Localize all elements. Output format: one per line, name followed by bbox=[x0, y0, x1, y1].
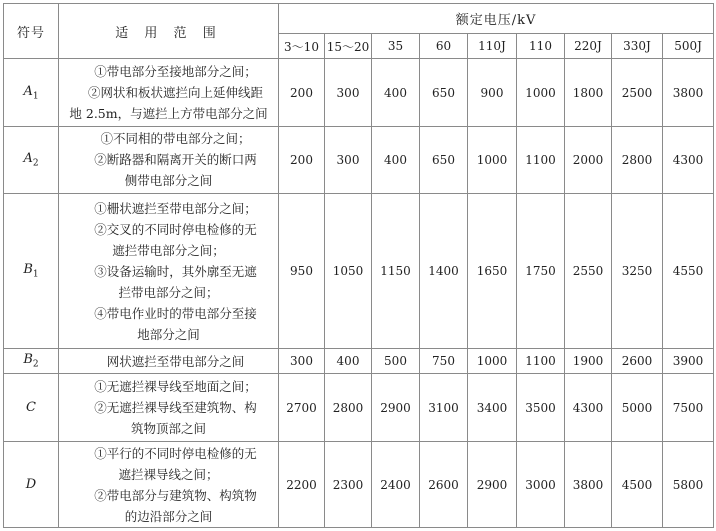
value-cell: 650 bbox=[420, 126, 468, 193]
value-cell: 200 bbox=[279, 59, 325, 126]
row-range bbox=[59, 374, 279, 442]
header-voltage-0: 3～10 bbox=[279, 34, 325, 59]
value-cell: 4300 bbox=[663, 126, 714, 193]
header-voltage-4: 110J bbox=[468, 34, 517, 59]
row-symbol: D bbox=[4, 442, 59, 528]
header-voltage-6: 220J bbox=[565, 34, 612, 59]
value-cell: 3400 bbox=[468, 374, 517, 442]
value-cell: 4300 bbox=[565, 374, 612, 442]
range-line: ①平行的不同时停电检修的无 bbox=[94, 445, 257, 461]
range-line: ④带电作业时的带电部分至接 bbox=[94, 305, 257, 321]
value-cell: 300 bbox=[279, 348, 325, 373]
table-row bbox=[4, 348, 714, 373]
value-cell: 500 bbox=[372, 348, 420, 373]
range-line: 侧带电部分之间 bbox=[124, 173, 213, 189]
value-cell: 1150 bbox=[372, 194, 420, 349]
range-line: ②无遮拦裸导线至建筑物、构 bbox=[94, 400, 257, 416]
range-line: ②带电部分与建筑物、构筑物 bbox=[94, 487, 257, 503]
clearance-table bbox=[3, 3, 714, 528]
range-line: ①无遮拦裸导线至地面之间； bbox=[94, 379, 257, 395]
value-cell: 650 bbox=[420, 59, 468, 126]
value-cell: 3800 bbox=[663, 59, 714, 126]
range-line: 网状遮拦至带电部分之间 bbox=[106, 353, 245, 369]
value-cell: 1650 bbox=[468, 194, 517, 349]
range-line: ①不同相的带电部分之间； bbox=[100, 131, 251, 147]
value-cell: 2400 bbox=[372, 442, 420, 528]
value-cell: 3500 bbox=[517, 374, 565, 442]
value-cell: 400 bbox=[372, 126, 420, 193]
value-cell: 2000 bbox=[565, 126, 612, 193]
range-line: 筑物顶部之间 bbox=[130, 421, 206, 437]
row-symbol: $B_2$ bbox=[4, 348, 59, 373]
range-line: ②断路器和隔离开关的断口两 bbox=[94, 152, 257, 168]
value-cell: 2900 bbox=[468, 442, 517, 528]
header-row-top bbox=[4, 4, 714, 34]
value-cell: 1100 bbox=[517, 348, 565, 373]
value-cell: 300 bbox=[325, 59, 372, 126]
header-symbol: 符号 bbox=[4, 4, 59, 59]
value-cell: 1000 bbox=[468, 348, 517, 373]
value-cell: 2600 bbox=[612, 348, 663, 373]
table-row bbox=[4, 442, 714, 528]
value-cell: 900 bbox=[468, 59, 517, 126]
value-cell: 1100 bbox=[517, 126, 565, 193]
range-line: ①栅状遮拦至带电部分之间； bbox=[94, 200, 257, 216]
value-cell: 2800 bbox=[325, 374, 372, 442]
value-cell: 1000 bbox=[517, 59, 565, 126]
value-cell: 2700 bbox=[279, 374, 325, 442]
value-cell: 1800 bbox=[565, 59, 612, 126]
value-cell: 4500 bbox=[612, 442, 663, 528]
value-cell: 5800 bbox=[663, 442, 714, 528]
range-line: 遮拦裸导线之间； bbox=[118, 466, 219, 482]
range-line: ③设备运输时，其外廓至无遮 bbox=[94, 263, 257, 279]
range-line: 的边沿部分之间 bbox=[124, 508, 213, 524]
range-line: 拦带电部分之间； bbox=[118, 284, 219, 300]
value-cell: 400 bbox=[372, 59, 420, 126]
value-cell: 300 bbox=[325, 126, 372, 193]
header-voltage-group: 额定电压/kV bbox=[279, 4, 714, 34]
value-cell: 2200 bbox=[279, 442, 325, 528]
value-cell: 1050 bbox=[325, 194, 372, 349]
value-cell: 5000 bbox=[612, 374, 663, 442]
row-range bbox=[59, 194, 279, 349]
row-symbol: C bbox=[4, 374, 59, 442]
value-cell: 1900 bbox=[565, 348, 612, 373]
row-symbol: $B_1$ bbox=[4, 194, 59, 349]
range-line: 地 2.5m，与遮拦上方带电部分之间 bbox=[69, 106, 268, 121]
value-cell: 400 bbox=[325, 348, 372, 373]
value-cell: 3000 bbox=[517, 442, 565, 528]
row-range bbox=[59, 442, 279, 528]
value-cell: 4550 bbox=[663, 194, 714, 349]
value-cell: 950 bbox=[279, 194, 325, 349]
value-cell: 3250 bbox=[612, 194, 663, 349]
value-cell: 3800 bbox=[565, 442, 612, 528]
header-voltage-3: 60 bbox=[420, 34, 468, 59]
value-cell: 200 bbox=[279, 126, 325, 193]
value-cell: 2800 bbox=[612, 126, 663, 193]
value-cell: 1750 bbox=[517, 194, 565, 349]
value-cell: 3100 bbox=[420, 374, 468, 442]
value-cell: 7500 bbox=[663, 374, 714, 442]
table-row bbox=[4, 59, 714, 126]
range-line: 遮拦带电部分之间； bbox=[112, 242, 225, 258]
header-voltage-1: 15～20 bbox=[325, 34, 372, 59]
value-cell: 1000 bbox=[468, 126, 517, 193]
header-range: 适 用 范 围 bbox=[59, 4, 279, 59]
header-voltage-8: 500J bbox=[663, 34, 714, 59]
header-voltage-7: 330J bbox=[612, 34, 663, 59]
table-row bbox=[4, 126, 714, 193]
row-range bbox=[59, 59, 279, 126]
table-row bbox=[4, 194, 714, 349]
range-line: ①带电部分至接地部分之间； bbox=[94, 64, 257, 79]
value-cell: 2900 bbox=[372, 374, 420, 442]
range-line: ②交叉的不同时停电检修的无 bbox=[94, 221, 257, 237]
value-cell: 3900 bbox=[663, 348, 714, 373]
row-symbol: $A_1$ bbox=[4, 59, 59, 126]
header-voltage-2: 35 bbox=[372, 34, 420, 59]
row-range bbox=[59, 126, 279, 193]
range-line: 地部分之间 bbox=[137, 326, 200, 342]
value-cell: 750 bbox=[420, 348, 468, 373]
row-range bbox=[59, 348, 279, 373]
table-row bbox=[4, 374, 714, 442]
value-cell: 1400 bbox=[420, 194, 468, 349]
value-cell: 2300 bbox=[325, 442, 372, 528]
row-symbol: $A_2$ bbox=[4, 126, 59, 193]
value-cell: 2550 bbox=[565, 194, 612, 349]
header-voltage-5: 110 bbox=[517, 34, 565, 59]
value-cell: 2500 bbox=[612, 59, 663, 126]
range-line: ②网状和板状遮拦向上延伸线距 bbox=[87, 85, 263, 100]
value-cell: 2600 bbox=[420, 442, 468, 528]
